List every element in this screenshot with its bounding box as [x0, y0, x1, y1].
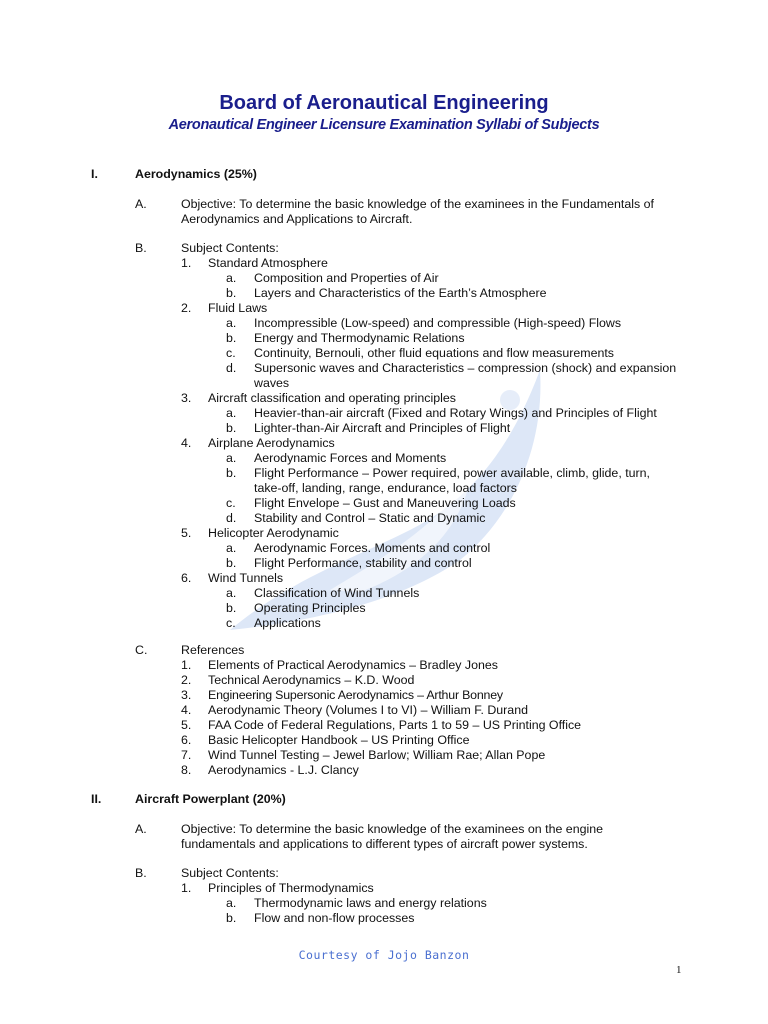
subtopic-text: Incompressible (Low-speed) and compressible (High-speed) Flows	[254, 316, 622, 330]
subtopic-letter: d.	[226, 511, 237, 525]
item-letter: A.	[135, 197, 147, 211]
topic-number: 1.	[181, 256, 192, 270]
section-heading: Aircraft Powerplant (20%)	[135, 792, 286, 806]
section-number: I.	[91, 167, 98, 181]
subtopic-text: Flight Performance – Power required, power available, climb, glide, turn,	[254, 466, 650, 480]
objective-text: fundamentals and applications to different types of aircraft power systems.	[181, 837, 588, 851]
subtopic-letter: a.	[226, 541, 237, 555]
topic-label: Fluid Laws	[208, 301, 268, 315]
subtopic-letter: b.	[226, 911, 237, 925]
subtopic-letter: a.	[226, 316, 237, 330]
subtopic-letter: b.	[226, 556, 237, 570]
topic-label: Aircraft classification and operating principles	[208, 391, 456, 405]
subtopic-text: Stability and Control – Static and Dynamic	[254, 511, 486, 525]
subtopic-text: Classification of Wind Tunnels	[254, 586, 420, 600]
subtopic-text: waves	[254, 376, 290, 390]
topic-number: 1.	[181, 881, 192, 895]
item-letter: B.	[135, 866, 147, 880]
topic-label: Principles of Thermodynamics	[208, 881, 374, 895]
subtopic-letter: c.	[226, 346, 236, 360]
topic-number: 3.	[181, 391, 192, 405]
reference-number: 2.	[181, 673, 192, 687]
reference-text: Engineering Supersonic Aerodynamics – Arthur Bonney	[208, 688, 503, 702]
subtopic-letter: d.	[226, 361, 237, 375]
subtopic-text: Supersonic waves and Characteristics – compression (shock) and expansion	[254, 361, 677, 375]
subtopic-text: Energy and Thermodynamic Relations	[254, 331, 465, 345]
reference-number: 8.	[181, 763, 192, 777]
reference-text: Basic Helicopter Handbook – US Printing Office	[208, 733, 470, 747]
topic-label: Wind Tunnels	[208, 571, 284, 585]
subtopic-text: Heavier-than-air aircraft (Fixed and Rotary Wings) and Principles of Flight	[254, 406, 657, 420]
subtopic-letter: b.	[226, 466, 237, 480]
subtopic-text: Flight Envelope – Gust and Maneuvering Loads	[254, 496, 516, 510]
subtopic-text: Thermodynamic laws and energy relations	[254, 896, 487, 910]
subtopic-letter: a.	[226, 586, 237, 600]
reference-text: Aerodynamic Theory (Volumes I to VI) – William F. Durand	[208, 703, 528, 717]
reference-number: 6.	[181, 733, 192, 747]
subtopic-letter: b.	[226, 331, 237, 345]
references-label: References	[181, 643, 245, 657]
courtesy-footer: Courtesy of Jojo Banzon	[298, 948, 470, 962]
page-title: Board of Aeronautical Engineering	[219, 92, 549, 114]
subtopic-text: Layers and Characteristics of the Earth’s Atmosphere	[254, 286, 547, 300]
subtopic-letter: a.	[226, 406, 237, 420]
reference-text: FAA Code of Federal Regulations, Parts 1 to 59 – US Printing Office	[208, 718, 582, 732]
objective-text: Aerodynamics and Applications to Aircraft.	[181, 212, 413, 226]
subtopic-text: Flight Performance, stability and control	[254, 556, 472, 570]
topic-label: Helicopter Aerodynamic	[208, 526, 339, 540]
reference-text: Technical Aerodynamics – K.D. Wood	[208, 673, 415, 687]
subtopic-text: Composition and Properties of Air	[254, 271, 439, 285]
subtopic-letter: a.	[226, 896, 237, 910]
item-letter: B.	[135, 241, 147, 255]
subject-contents-label: Subject Contents:	[181, 866, 279, 880]
topic-number: 4.	[181, 436, 192, 450]
subtopic-text: take-off, landing, range, endurance, load factors	[254, 481, 517, 495]
subject-contents-label: Subject Contents:	[181, 241, 279, 255]
subtopic-text: Aerodynamic Forces. Moments and control	[254, 541, 491, 555]
item-letter: A.	[135, 822, 147, 836]
subtopic-letter: a.	[226, 271, 237, 285]
reference-text: Wind Tunnel Testing – Jewel Barlow; William Rae; Allan Pope	[208, 748, 546, 762]
subtopic-letter: b.	[226, 286, 237, 300]
subtopic-letter: c.	[226, 616, 236, 630]
subtopic-text: Flow and non-flow processes	[254, 911, 415, 925]
subtopic-letter: b.	[226, 601, 237, 615]
subtopic-letter: a.	[226, 451, 237, 465]
topic-number: 2.	[181, 301, 192, 315]
subtopic-text: Lighter-than-Air Aircraft and Principles of Flight	[254, 421, 511, 435]
subtopic-text: Aerodynamic Forces and Moments	[254, 451, 447, 465]
objective-text: Objective: To determine the basic knowledge of the examinees on the engine	[181, 822, 604, 836]
reference-number: 4.	[181, 703, 192, 717]
subtopic-text: Applications	[254, 616, 321, 630]
topic-label: Airplane Aerodynamics	[208, 436, 335, 450]
objective-text: Objective: To determine the basic knowledge of the examinees in the Fundamentals of	[181, 197, 654, 211]
subtopic-letter: b.	[226, 421, 237, 435]
topic-label: Standard Atmosphere	[208, 256, 328, 270]
subtopic-letter: c.	[226, 496, 236, 510]
page-number: 1	[676, 964, 682, 976]
reference-number: 5.	[181, 718, 192, 732]
subtopic-text: Operating Principles	[254, 601, 366, 615]
section-heading: Aerodynamics (25%)	[135, 167, 257, 181]
reference-number: 3.	[181, 688, 192, 702]
page-subtitle: Aeronautical Engineer Licensure Examination Syllabi of Subjects	[168, 117, 600, 133]
reference-number: 7.	[181, 748, 192, 762]
item-letter: C.	[135, 643, 148, 657]
topic-number: 6.	[181, 571, 192, 585]
reference-number: 1.	[181, 658, 192, 672]
subtopic-text: Continuity, Bernouli, other fluid equations and flow measurements	[254, 346, 614, 360]
reference-text: Elements of Practical Aerodynamics – Bradley Jones	[208, 658, 498, 672]
section-number: II.	[91, 792, 102, 806]
reference-text: Aerodynamics - L.J. Clancy	[208, 763, 359, 777]
topic-number: 5.	[181, 526, 192, 540]
